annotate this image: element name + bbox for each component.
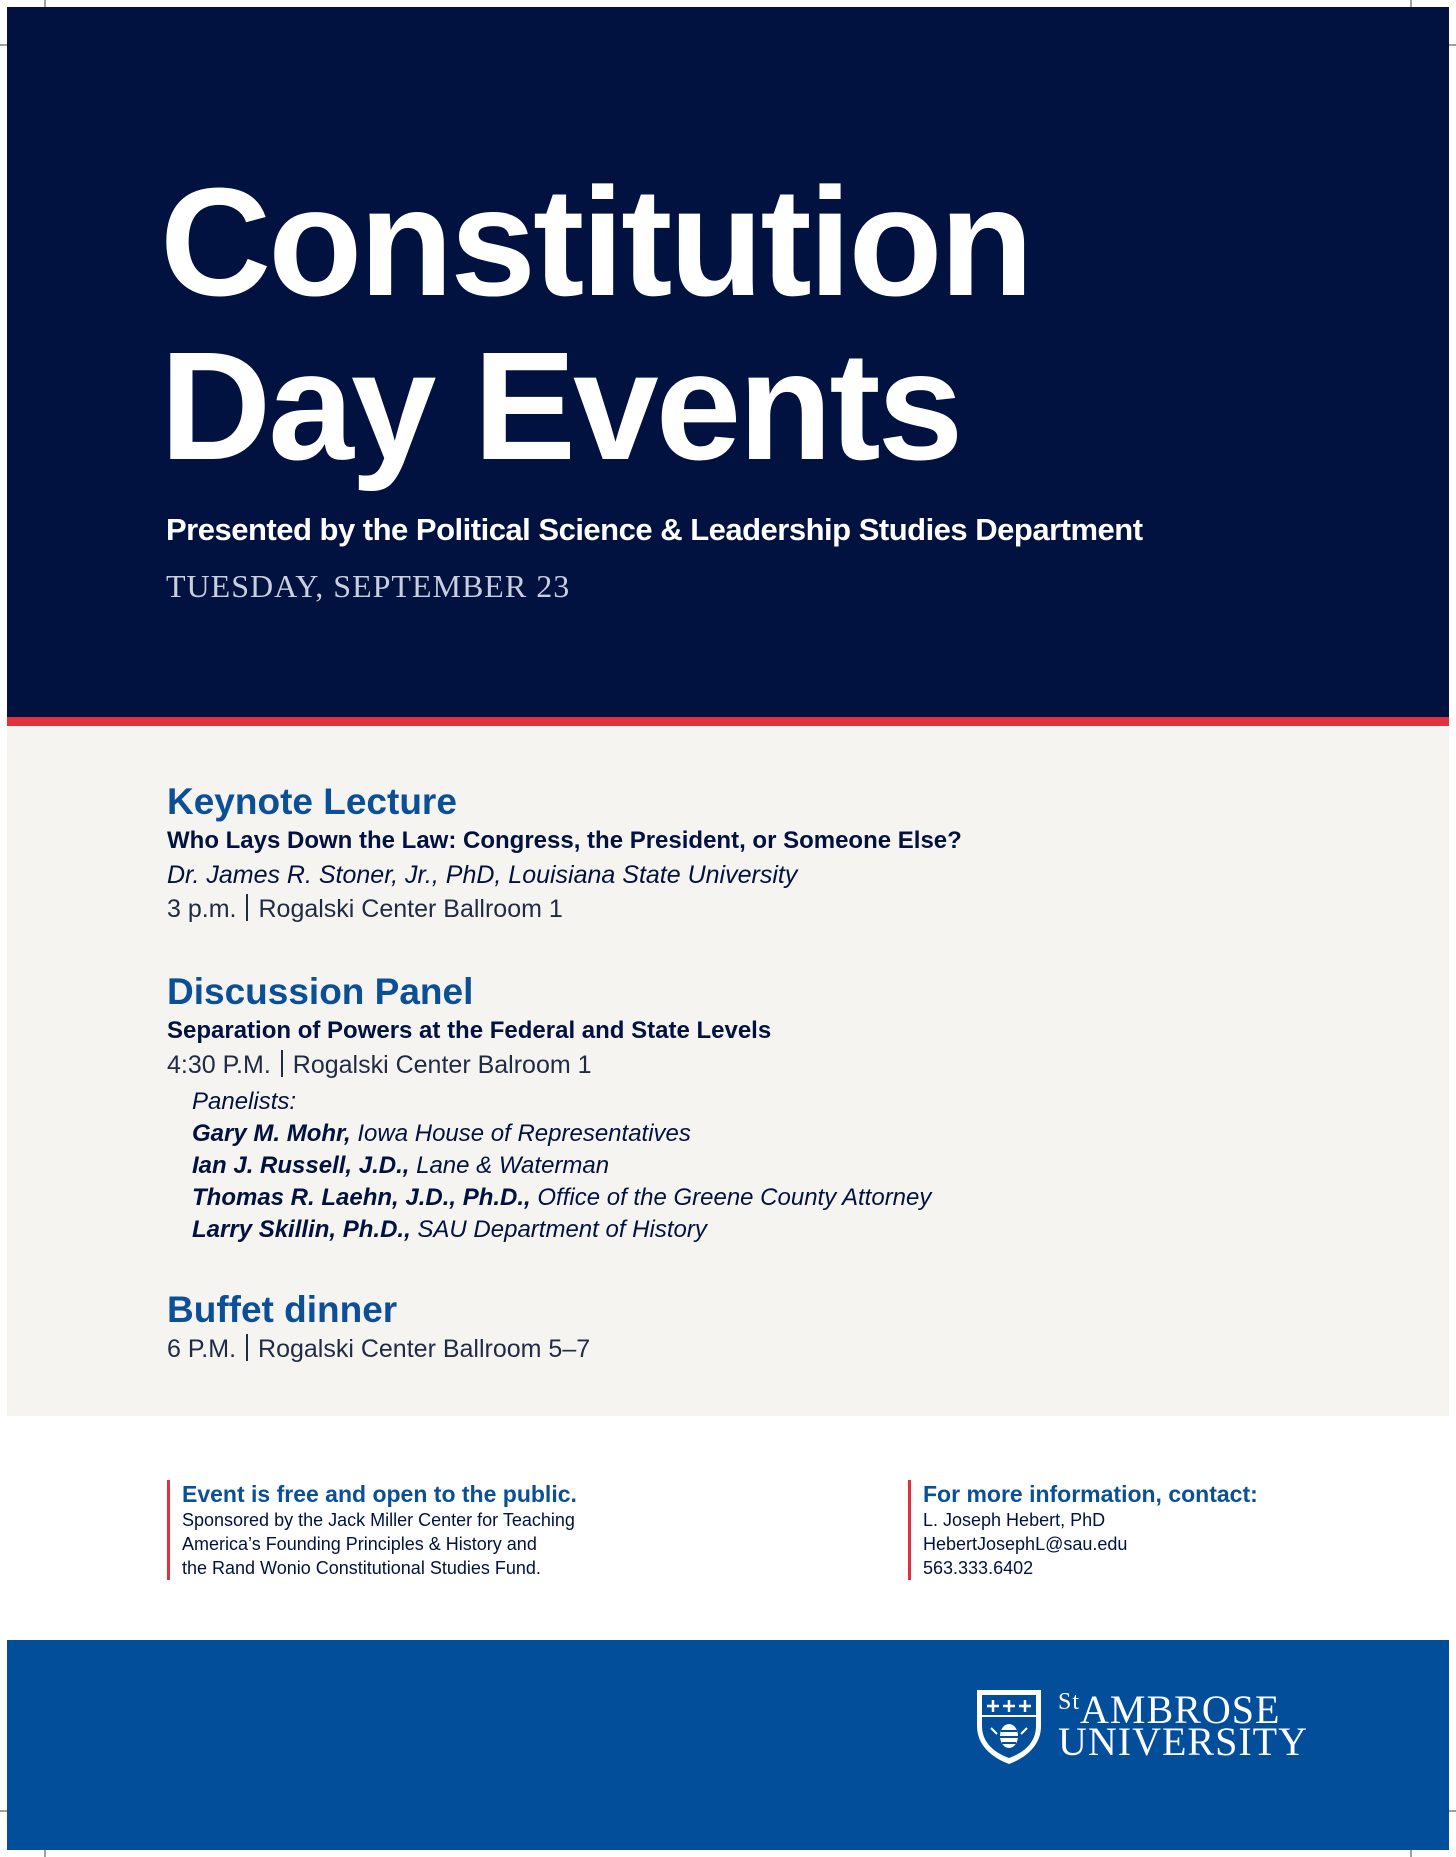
contact-heading: For more information, contact: (923, 1481, 1258, 1507)
panel-time: 4:30 P.M. (167, 1051, 271, 1079)
logo-ambrose: AMBROSE (1080, 1687, 1281, 1732)
keynote-time: 3 p.m. (167, 895, 237, 923)
keynote-location: Rogalski Center Ballroom 1 (258, 895, 563, 923)
keynote-section (167, 780, 962, 926)
separator (246, 1334, 248, 1361)
sponsor-line: Sponsored by the Jack Miller Center for Teaching (182, 1510, 575, 1530)
dinner-location: Rogalski Center Ballroom 5–7 (258, 1335, 591, 1363)
panel-title: Separation of Powers at the Federal and State Levels (167, 1017, 772, 1044)
free-event-heading: Event is free and open to the public. (182, 1481, 577, 1507)
panelist-name: Larry Skillin, Ph.D., (192, 1216, 411, 1243)
panelist-name: Gary M. Mohr, (192, 1120, 351, 1147)
sponsor-line: America’s Founding Principles & History and (182, 1534, 537, 1554)
panel-location: Rogalski Center Balroom 1 (292, 1051, 592, 1079)
panel-section (167, 970, 771, 1082)
separator (246, 894, 248, 921)
dinner-section (167, 1288, 590, 1366)
dinner-heading: Buffet dinner (167, 1289, 398, 1330)
panelist-affiliation: Iowa House of Representatives (357, 1120, 691, 1147)
keynote-title: Who Lays Down the Law: Congress, the President, or Someone Else? (167, 827, 962, 854)
list-item (192, 1150, 931, 1182)
event-date: TUESDAY, SEPTEMBER 23 (166, 568, 571, 604)
panelists-list (192, 1086, 931, 1246)
presented-by: Presented by the Political Science & Leadership Studies Department (166, 512, 1143, 547)
page-title (160, 156, 1031, 492)
panelist-affiliation: SAU Department of History (417, 1216, 707, 1243)
keynote-time-location (167, 892, 962, 926)
logo-university: UNIVERSITY (1058, 1719, 1308, 1764)
dinner-time-location (167, 1332, 590, 1366)
panelist-name: Ian J. Russell, J.D., (192, 1152, 410, 1179)
panel-time-location (167, 1048, 771, 1082)
dinner-time: 6 P.M. (167, 1335, 237, 1363)
panel-heading: Discussion Panel (167, 971, 474, 1012)
contact-phone: 563.333.6402 (923, 1558, 1034, 1578)
separator (281, 1050, 283, 1077)
list-item (192, 1118, 931, 1150)
contact-name: L. Joseph Hebert, PhD (923, 1510, 1106, 1530)
sponsor-note (167, 1480, 577, 1580)
logo-st: St (1058, 1689, 1081, 1715)
list-item (192, 1214, 931, 1246)
university-crest-icon (973, 1686, 1045, 1766)
title-line-1: Constitution (160, 156, 1031, 328)
header-divider (7, 717, 1449, 726)
contact-info (908, 1480, 1258, 1580)
keynote-heading: Keynote Lecture (167, 781, 457, 822)
contact-email[interactable]: HebertJosephL@sau.edu (923, 1534, 1128, 1554)
panelists-label: Panelists: (192, 1088, 297, 1115)
title-line-2: Day Events (160, 320, 961, 492)
panelist-affiliation: Office of the Greene County Attorney (537, 1184, 932, 1211)
panelist-affiliation: Lane & Waterman (416, 1152, 610, 1179)
keynote-speaker: Dr. James R. Stoner, Jr., PhD, Louisiana State University (167, 861, 798, 889)
list-item (192, 1182, 931, 1214)
sponsor-line: the Rand Wonio Constitutional Studies Fund. (182, 1558, 541, 1578)
panelist-name: Thomas R. Laehn, J.D., Ph.D., (192, 1184, 531, 1211)
